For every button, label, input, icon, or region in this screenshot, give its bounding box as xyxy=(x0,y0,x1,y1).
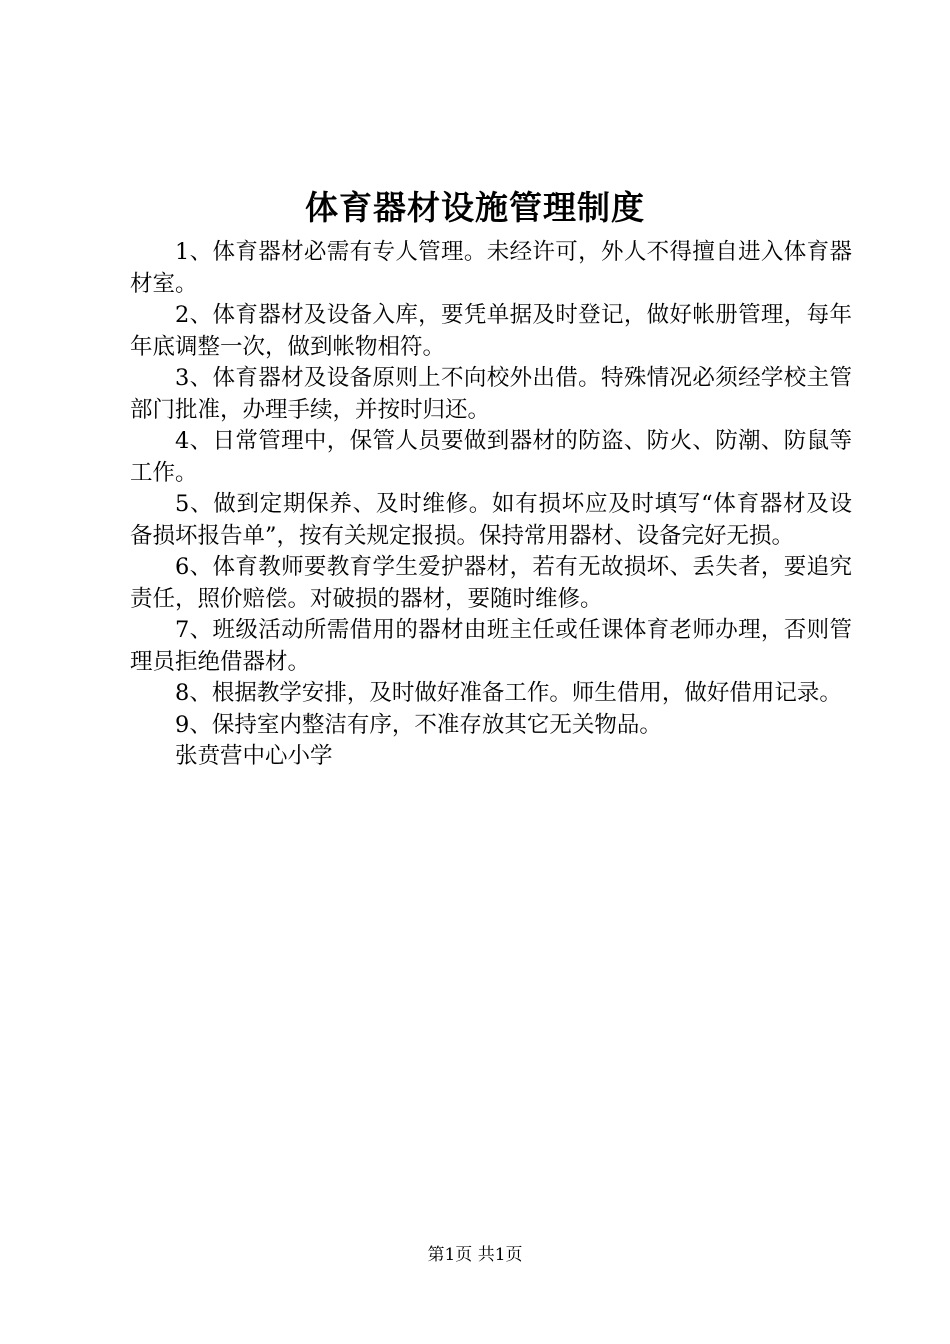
page-footer: 第1页 共1页 xyxy=(427,1245,523,1265)
paragraph-9: 9、保持室内整洁有序，不准存放其它无关物品。 xyxy=(175,711,662,738)
paragraph-5: 5、做到定期保养、及时维修。如有损坏应及时填写“体育器材及设备损坏报告单”，按有关规定报损。保持常用器材、设备完好无损。 xyxy=(130,491,852,549)
document-title: 体育器材设施管理制度 xyxy=(305,188,645,227)
document-body xyxy=(130,237,852,773)
paragraph-4: 4、日常管理中，保管人员要做到器材的防盗、防火、防潮、防鼠等工作。 xyxy=(130,428,852,486)
paragraph-1: 1、体育器材必需有专人管理。未经许可，外人不得擅自进入体育器材室。 xyxy=(130,239,852,297)
signature: 张贲营中心小学 xyxy=(175,743,333,769)
paragraph-8: 8、根据教学安排，及时做好准备工作。师生借用，做好借用记录。 xyxy=(175,680,842,706)
paragraph-3: 3、体育器材及设备原则上不向校外出借。特殊情况必须经学校主管部门批准，办理手续，并按时归还。 xyxy=(130,365,852,423)
paragraph-2: 2、体育器材及设备入库，要凭单据及时登记，做好帐册管理，每年年底调整一次，做到帐物相符。 xyxy=(130,302,852,360)
paragraph-7: 7、班级活动所需借用的器材由班主任或任课体育老师办理，否则管理员拒绝借器材。 xyxy=(130,617,852,675)
paragraph-6: 6、体育教师要教育学生爱护器材，若有无故损坏、丢失者，要追究责任，照价赔偿。对破损的器材，要随时维修。 xyxy=(130,554,852,612)
